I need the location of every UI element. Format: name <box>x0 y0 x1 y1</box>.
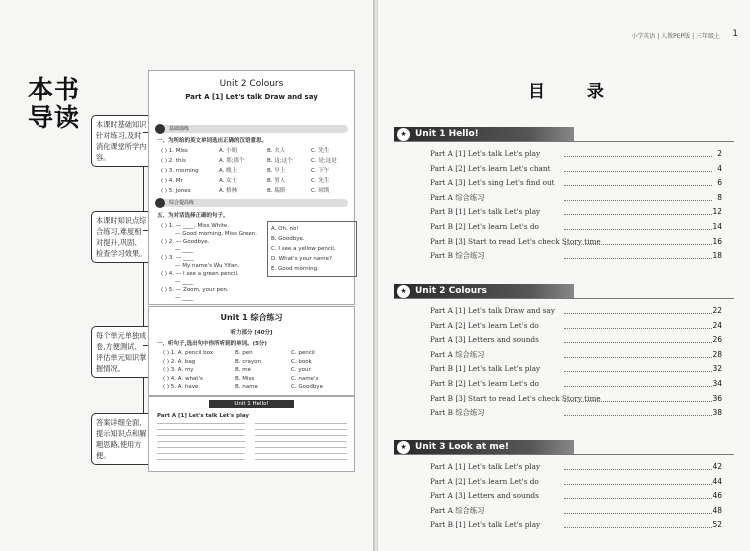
toc-entry[interactable] <box>378 504 750 518</box>
toc-lesson: Part A [3] Letters and sounds <box>430 491 539 501</box>
toc-entry[interactable] <box>378 489 750 503</box>
toc-lesson: Part A [1] Let's talk Let's play <box>430 462 541 471</box>
toc-leader-dots <box>564 479 712 485</box>
toc-lesson: Part B [2] Let's learn Let's do <box>430 222 539 231</box>
toc-lesson: Part A [2] Let's learn Let's chant <box>430 163 551 173</box>
toc-page-number: 4 <box>717 163 722 173</box>
toc-title: 目 录 <box>528 82 622 102</box>
unit-2-header <box>394 284 574 299</box>
toc-page-number: 32 <box>712 364 722 374</box>
toc-entry[interactable] <box>378 249 750 263</box>
toc-leader-dots <box>564 396 712 402</box>
toc-lesson: Part A 综合练习 <box>430 349 485 359</box>
listen-instruction: 一、听句子,选出句中你所听到的单词。(5分) <box>157 341 267 347</box>
sample-unit-test: Unit 1 综合练习 听力部分 [40分] 一、听句子,选出句中你所听到的单词。(5分) ( ) 1. A. pencil box B. pen C. pencil ( ) 2. A. bag B. crayon C. book ( ) 3. A. my B. me C. your ( ) 4. A. what's B. Miss C. name's ( ) 5. A. have B. name C. Goodbye <box>148 306 355 396</box>
toc-entry[interactable] <box>378 319 750 333</box>
callout-answers: 答案详细全面,提示知识点和解题思路,使用方便。 <box>91 413 153 465</box>
toc-leader-dots <box>564 224 712 230</box>
toc-entry[interactable] <box>378 205 750 219</box>
unit-label: Unit 1 Hello! <box>415 129 479 139</box>
toc-lesson: Part B [1] Let's talk Let's play <box>430 520 541 530</box>
toc-lesson: Part B [1] Let's talk Let's play <box>430 207 541 217</box>
toc-entry[interactable] <box>378 377 750 391</box>
toc-page-number: 38 <box>712 408 722 418</box>
toc-lesson: Part A [1] Let's talk Draw and say <box>430 306 555 315</box>
toc-entry[interactable] <box>378 460 750 474</box>
guide-title-line1: 本书 <box>28 75 81 104</box>
callout-comprehensive: 本课时知识点综合练习,难度相对提升,巩固、检查学习效果。 <box>91 211 153 263</box>
toc-leader-dots <box>564 410 712 416</box>
unit-badge-icon: ★ <box>397 285 410 298</box>
toc-leader-dots <box>564 366 712 372</box>
toc-entry[interactable] <box>378 220 750 234</box>
toc-page-number: 2 <box>717 149 722 158</box>
toc-page-number: 44 <box>712 476 722 486</box>
options-box: A. Oh, no! B. Goodbye. C. I see a yellow pencil. D. What's your name? E. Good morning. <box>267 221 357 277</box>
toc-page-number: 34 <box>712 379 722 388</box>
toc-lesson: Part B [3] Start to read Let's check Story time <box>430 393 601 403</box>
toc-page-number: 48 <box>712 505 722 515</box>
toc-entry[interactable] <box>378 162 750 176</box>
toc-entry[interactable] <box>378 406 750 420</box>
toc-entry[interactable] <box>378 475 750 489</box>
answer-part-title: Part A [1] Let's talk Let's play <box>157 413 250 419</box>
q1-instruction: 一、为所给的英文单词选出正确的汉语意思。 <box>157 138 268 144</box>
toc-entry[interactable] <box>378 304 750 318</box>
toc-page-number: 6 <box>717 178 722 188</box>
q5-instruction: 五、为对话选择正确的句子。 <box>157 213 229 219</box>
toc-page-number: 24 <box>712 320 722 330</box>
toc-leader-dots <box>564 239 712 245</box>
toc-leader-dots <box>564 209 712 215</box>
toc-lesson: Part B 综合练习 <box>430 251 485 261</box>
toc-page-number: 8 <box>717 192 722 202</box>
toc-leader-dots <box>564 166 712 172</box>
toc-entry[interactable] <box>378 362 750 376</box>
toc-leader-dots <box>564 151 712 157</box>
answer-text-block-right <box>255 423 347 465</box>
toc-entry[interactable] <box>378 191 750 205</box>
unit-badge-icon: ★ <box>397 128 410 141</box>
toc-page-number: 12 <box>712 207 722 217</box>
toc-lesson: Part A 综合练习 <box>430 192 485 202</box>
sample-lesson-page: Unit 2 Colours Part A [1] Let's talk Draw and say 基础演练 一、为所给的英文单词选出正确的汉语意思。 ( ) 1. Miss A. 小姐 B. 夫人 C. 先生 ( ) 2. this A. 那;那个 B. 这;这个 C. 是;这是 ( ) 3. morning A. 晚上 B. 早上 C. 下午 ( ) 4. Mr A. 女士 B. 男人 C. 先生 ( ) 5. Jones A. 格林 B. 瑞斯 C. 琼斯 综合提高练 五、为对话选择正确的句子。 ( ) 1. — ____, Miss White. — Good morning, Miss Green. ( ) 2. — Goodbye. — ____ ( ) 3. — ____ — My name's Wu Yifan. ( ) 4. — I see a green pencil. — ____ ( ) 5. — Zoom, your pen. — ____ A. Oh, no! B. Goodbye. C. I see a yellow pencil. D. What's your name? E. Good morning. <box>148 70 355 305</box>
answer-unit-bar: Unit 1 Hello! <box>209 400 294 408</box>
comprehensive-section-bar: 综合提高练 <box>155 199 348 207</box>
toc-page-number: 52 <box>712 520 722 530</box>
toc-leader-dots <box>564 522 712 528</box>
toc-lesson: Part B [2] Let's learn Let's do <box>430 379 539 388</box>
dialogue-lines: ( ) 1. — ____, Miss White. — Good morning, Miss Green. ( ) 2. — Goodbye. — ____ ( ) 3. — ____ — My name's Wu Yifan. ( ) 4. — I see a green pencil. — ____ ( ) 5. — Zoom, your pen. — ____ <box>161 223 258 301</box>
toc-leader-dots <box>564 337 712 343</box>
toc-page-number: 18 <box>712 251 722 261</box>
toc-lesson: Part A [3] Letters and sounds <box>430 335 539 345</box>
guide-title-line2: 导读 <box>28 103 81 132</box>
series-header: 小学英语 | 人教PEP版 | 三年级上 <box>631 33 720 40</box>
toc-leader-dots <box>564 195 712 201</box>
unit-3-header <box>394 440 574 455</box>
unit-divider <box>394 454 734 455</box>
callout-basic-practice: 本课时基础知识针对练习,及时消化课堂所学内容。 <box>91 115 153 167</box>
toc-entry[interactable] <box>378 176 750 190</box>
unit-divider <box>394 298 734 299</box>
toc-leader-dots <box>564 308 712 314</box>
toc-lesson: Part B [1] Let's talk Let's play <box>430 364 541 374</box>
toc-leader-dots <box>564 493 712 499</box>
unit-badge-icon: ★ <box>397 441 410 454</box>
toc-leader-dots <box>564 180 712 186</box>
toc-lesson: Part A [1] Let's talk Let's play <box>430 149 541 158</box>
toc-page-number: 28 <box>712 349 722 359</box>
toc-entry[interactable] <box>378 333 750 347</box>
toc-page-number: 42 <box>712 462 722 471</box>
listening-label: 听力部分 [40分] <box>230 330 273 336</box>
sample-part-title: Part A [1] Let's talk Draw and say <box>185 93 318 101</box>
toc-entry[interactable] <box>378 518 750 532</box>
toc-lesson: Part A [3] Let's sing Let's find out <box>430 178 555 188</box>
sample-unit-title: Unit 2 Colours <box>219 79 284 89</box>
toc-leader-dots <box>564 253 712 259</box>
toc-page-number: 36 <box>712 393 722 403</box>
toc-page-number: 16 <box>712 236 722 246</box>
basic-section-bar: 基础演练 <box>155 125 348 133</box>
toc-page-number: 26 <box>712 335 722 345</box>
sample-answers <box>148 396 355 472</box>
toc-leader-dots <box>564 508 712 514</box>
callout-unit-test: 每个单元单独成卷,方便测试、评估单元知识掌握情况。 <box>91 326 153 378</box>
toc-page-number: 22 <box>712 306 722 315</box>
toc-lesson: Part A 综合练习 <box>430 505 485 515</box>
toc-leader-dots <box>564 352 712 358</box>
unit-label: Unit 3 Look at me! <box>415 442 509 452</box>
toc-lesson: Part B [3] Start to read Let's check Story time <box>430 236 601 246</box>
toc-leader-dots <box>564 381 712 387</box>
toc-entry[interactable] <box>378 392 750 406</box>
right-page-toc <box>378 0 750 551</box>
toc-page-number: 14 <box>712 222 722 231</box>
toc-lesson: Part A [2] Let's learn Let's do <box>430 320 539 330</box>
toc-leader-dots <box>564 464 712 470</box>
toc-lesson: Part A [2] Let's learn Let's do <box>430 476 539 486</box>
answer-text-block-left <box>157 423 245 465</box>
toc-entry[interactable] <box>378 348 750 362</box>
test-title: Unit 1 综合练习 <box>220 313 283 322</box>
toc-leader-dots <box>564 323 712 329</box>
toc-page-number: 46 <box>712 491 722 501</box>
toc-entry[interactable] <box>378 235 750 249</box>
unit-label: Unit 2 Colours <box>415 286 487 296</box>
unit-1-header <box>394 127 574 142</box>
toc-lesson: Part B 综合练习 <box>430 408 485 418</box>
toc-entry[interactable] <box>378 147 750 161</box>
unit-divider <box>394 141 734 142</box>
page-number: 1 <box>732 29 738 39</box>
